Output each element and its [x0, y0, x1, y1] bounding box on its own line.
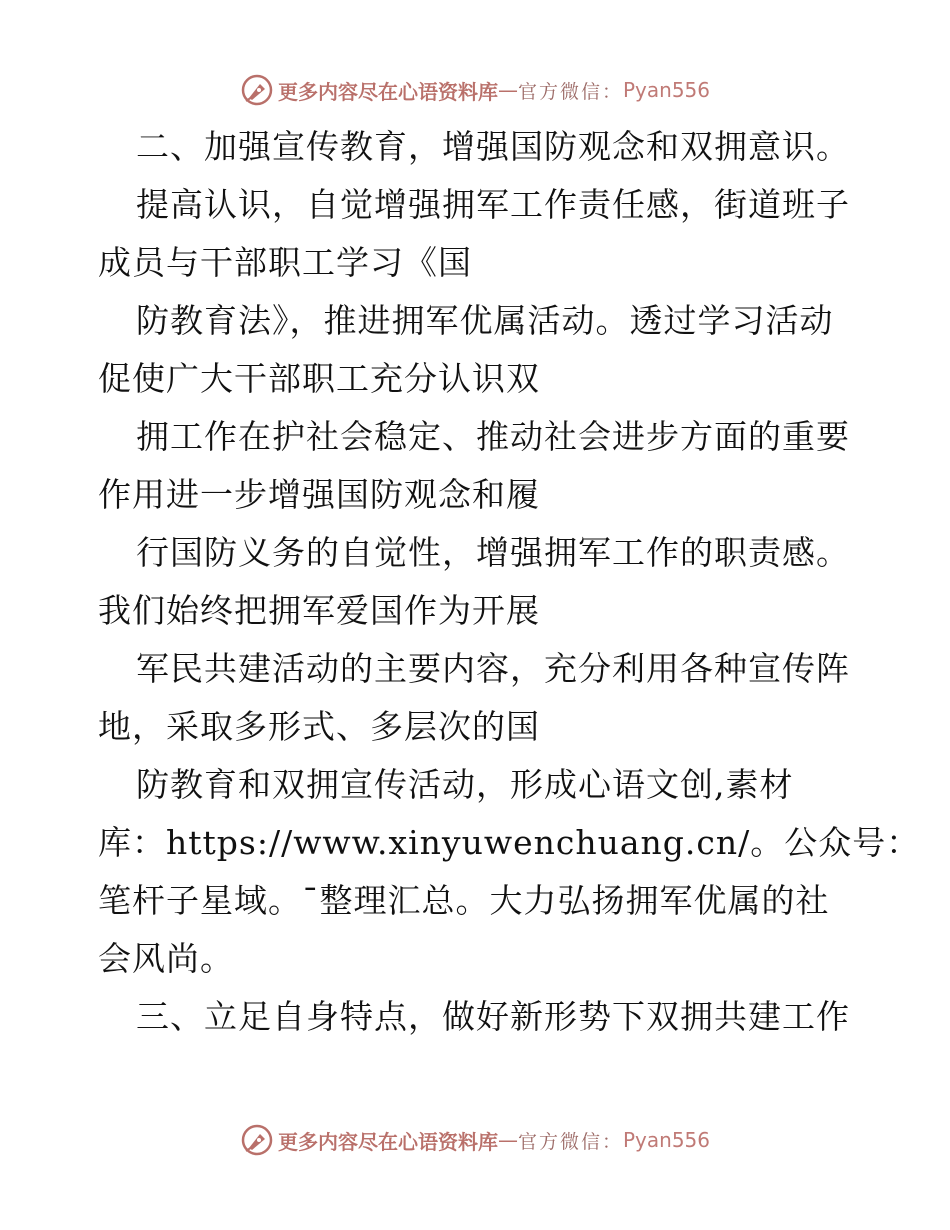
text-line: 军民共建活动的主要内容，充分利用各种宣传阵 — [136, 649, 850, 688]
pen-nib-logo-icon — [240, 1123, 274, 1157]
watermark-id: Pyan556 — [623, 78, 711, 102]
watermark-text: 更多内容尽在心语资料库 — [277, 1129, 498, 1154]
text-line: 我们始终把拥军爱国作为开展 — [98, 591, 540, 630]
text-line: 提高认识，自觉增强拥军工作责任感，街道班子 — [136, 185, 850, 224]
text-line: 地，采取多形式、多层次的国 — [98, 707, 540, 746]
watermark-separator: — — [497, 78, 518, 102]
text-line: 二、加强宣传教育，增强国防观念和双拥意识。 — [136, 127, 850, 166]
text-line: 成员与干部职工学习《国 — [98, 243, 472, 282]
pen-nib-logo-icon — [240, 73, 274, 107]
watermark-official-label: 官方微信： — [517, 1130, 623, 1153]
watermark-id: Pyan556 — [623, 1128, 711, 1152]
text-line: 会风尚。 — [98, 939, 234, 978]
text-line: 笔杆子星域。¯整理汇总。大力弘扬拥军优属的社 — [98, 881, 830, 920]
watermark-text: 更多内容尽在心语资料库 — [277, 79, 498, 104]
text-line: 防教育和双拥宣传活动，形成心语文创,素材 — [136, 765, 794, 804]
header-watermark — [0, 70, 950, 110]
text-line: 作用进一步增强国防观念和履 — [98, 475, 540, 514]
text-line: 三、立足自身特点，做好新形势下双拥共建工作 — [136, 997, 850, 1036]
footer-watermark — [0, 1120, 950, 1160]
text-line: 库：https://www.xinyuwenchuang.cn/。公众号： — [98, 823, 921, 862]
watermark-official-label: 官方微信： — [517, 80, 623, 103]
watermark-separator: — — [497, 1128, 518, 1152]
text-line: 防教育法》，推进拥军优属活动。透过学习活动 — [136, 301, 834, 340]
text-line: 拥工作在护社会稳定、推动社会进步方面的重要 — [136, 417, 850, 456]
text-line: 行国防义务的自觉性，增强拥军工作的职责感。 — [136, 533, 850, 572]
text-line: 促使广大干部职工充分认识双 — [98, 359, 540, 398]
